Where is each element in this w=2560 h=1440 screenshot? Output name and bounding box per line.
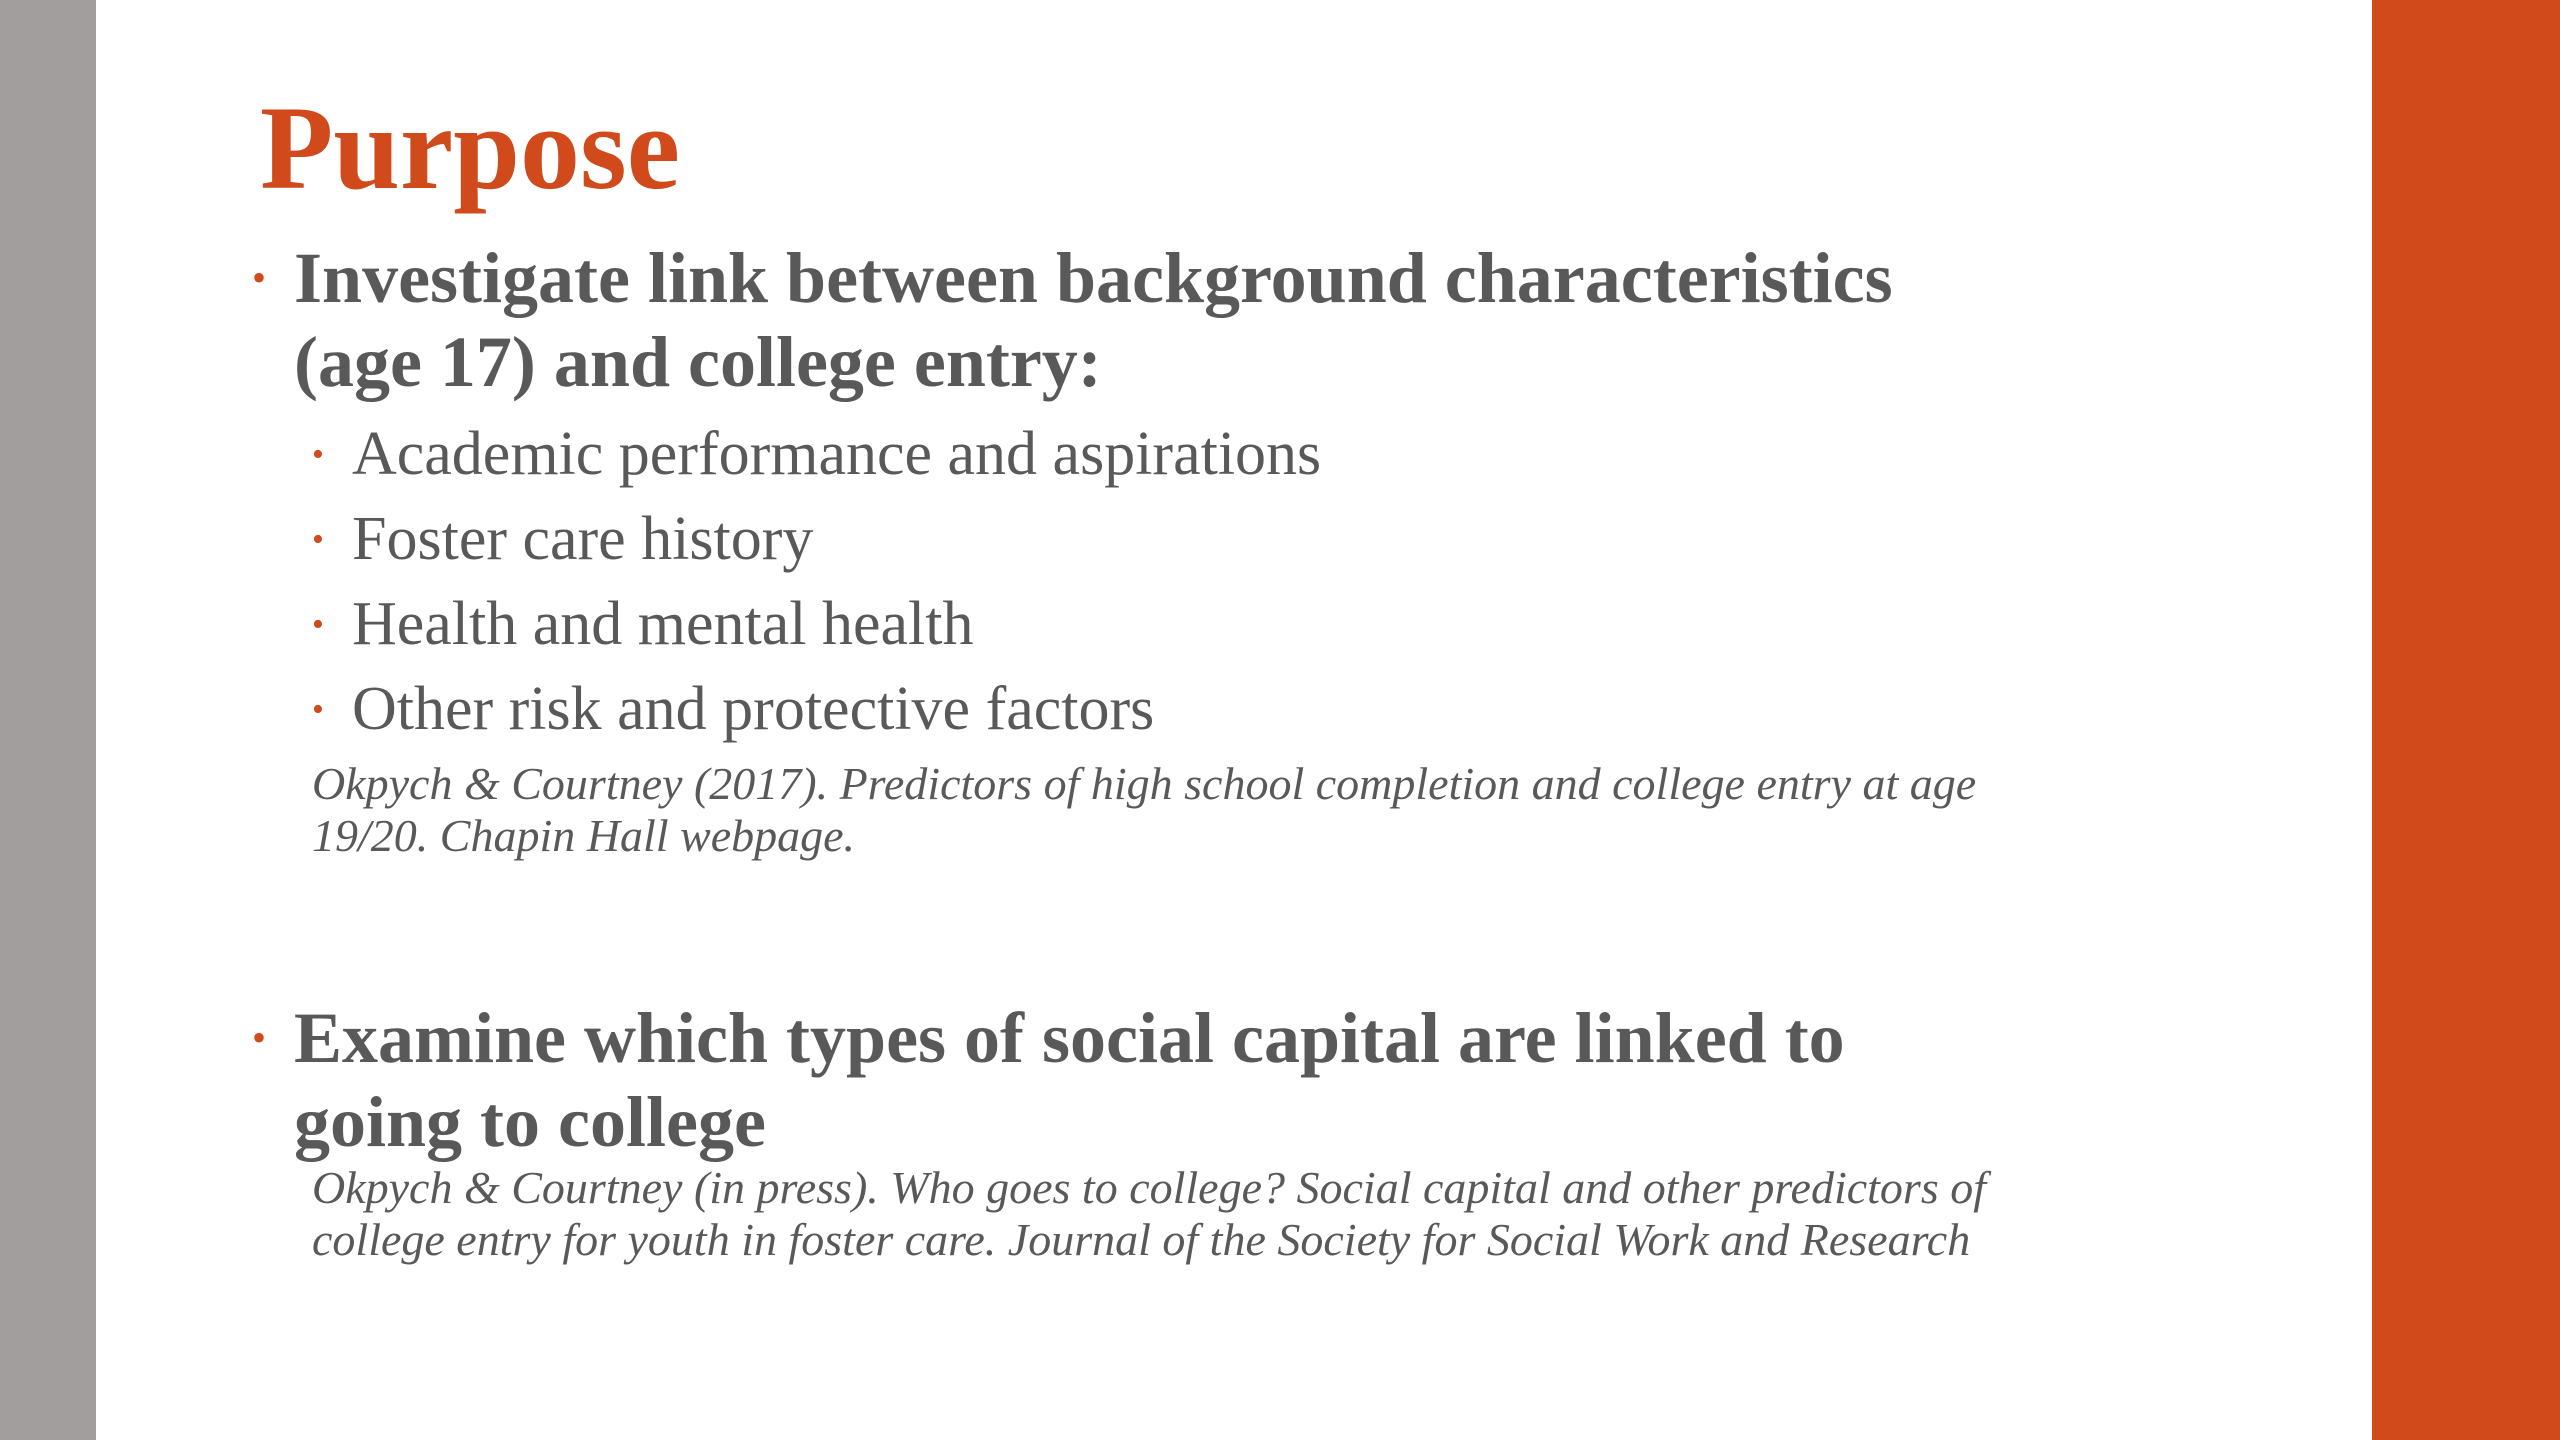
- bullet-1: [252, 236, 1952, 404]
- bullet-dot-icon: •: [252, 1015, 267, 1060]
- sub-bullet-dot-icon: •: [312, 606, 324, 643]
- sub-bullet-dot-icon: •: [312, 691, 324, 728]
- sub-bullet-dot-icon: •: [312, 521, 324, 558]
- citation-1: Okpych & Courtney (2017). Predictors of high school completion and college entry at age 19/20. Chapin Hall webpage.: [312, 758, 1977, 861]
- bullet-dot-icon: •: [252, 255, 267, 300]
- bullet-2: [252, 996, 1952, 1164]
- sub-bullet-risk-factors: [312, 667, 1321, 752]
- sub-bullet-text: Academic performance and aspirations: [352, 420, 1322, 488]
- sub-bullet-text: Health and mental health: [352, 590, 974, 658]
- left-decorative-band: [0, 0, 96, 1440]
- sub-bullet-foster-care: [312, 497, 1321, 582]
- sub-bullet-dot-icon: •: [312, 436, 324, 473]
- right-accent-band: [2372, 0, 2560, 1440]
- bullet-1-text: Investigate link between background characteristics (age 17) and college entry:: [294, 238, 1893, 402]
- sub-bullet-health: [312, 582, 1321, 667]
- sub-bullet-text: Other risk and protective factors: [352, 675, 1155, 743]
- slide-title: Purpose: [260, 81, 680, 214]
- sub-bullet-text: Foster care history: [352, 505, 814, 573]
- citation-2: Okpych & Courtney (in press). Who goes to college? Social capital and other predictors of college entry for youth in foster care. Journal of the Society for Social Work and Research: [312, 1162, 1987, 1265]
- sub-bullet-academic: [312, 412, 1321, 497]
- sub-bullet-list: [312, 412, 1321, 752]
- bullet-2-text: Examine which types of social capital are linked to going to college: [294, 998, 1845, 1162]
